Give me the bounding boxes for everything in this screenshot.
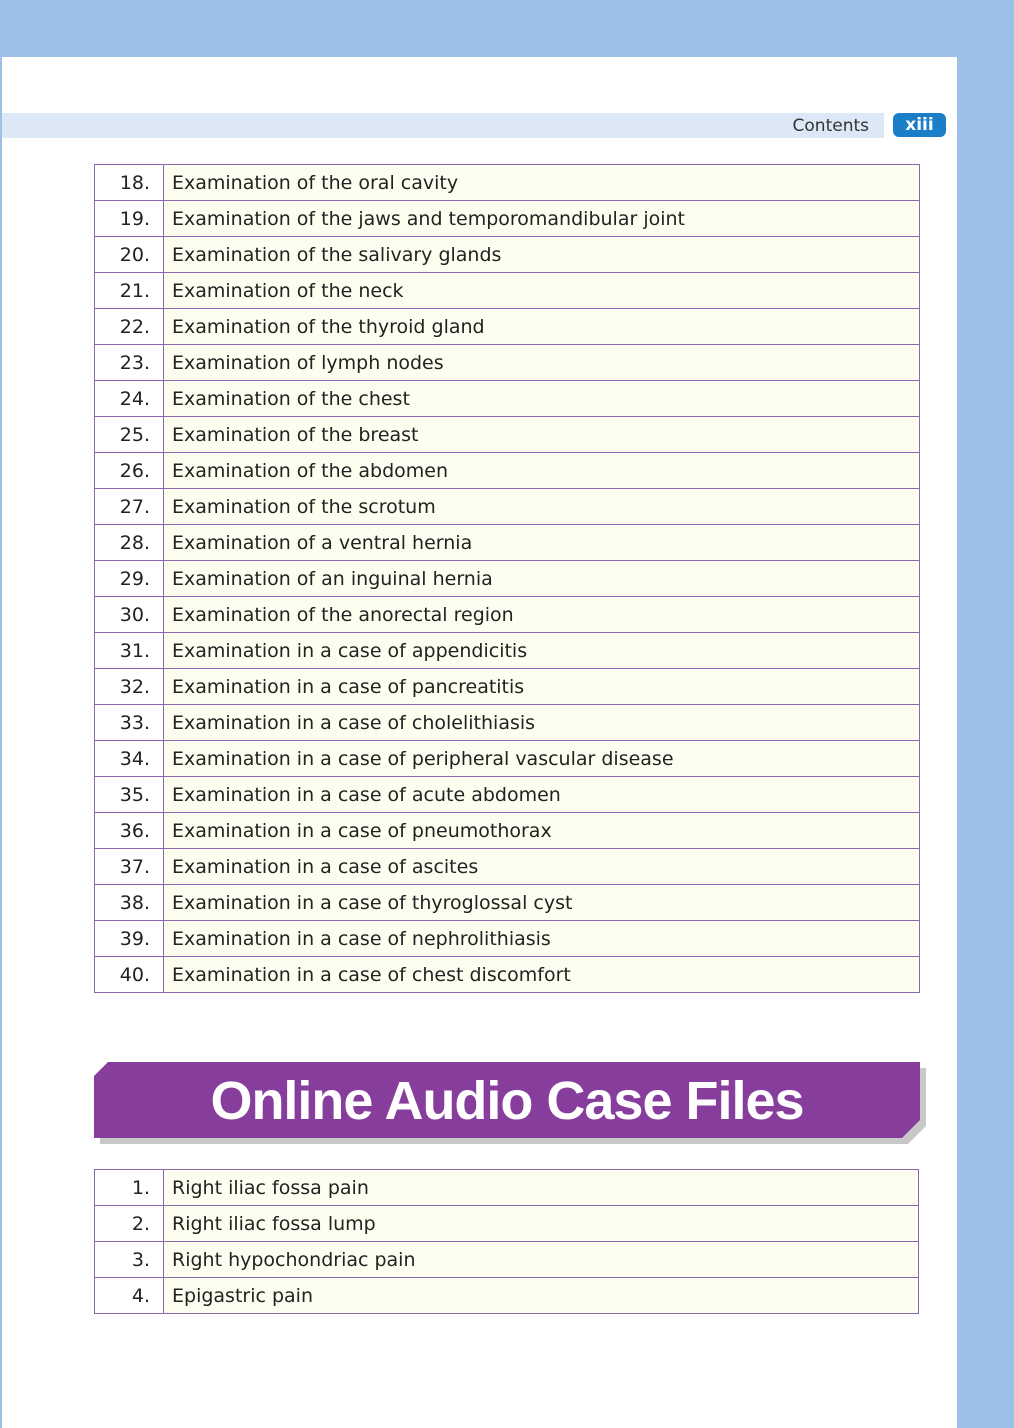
- chapter-row[interactable]: [95, 921, 920, 957]
- entry-title[interactable]: Examination in a case of pancreatitis: [164, 669, 920, 705]
- entry-number: 24.: [95, 381, 164, 417]
- entry-number: 20.: [95, 237, 164, 273]
- entry-title[interactable]: Examination in a case of pneumothorax: [164, 813, 920, 849]
- entry-number: 38.: [95, 885, 164, 921]
- chapters-table: [94, 164, 920, 993]
- entry-number: 34.: [95, 741, 164, 777]
- entry-number: 4.: [95, 1278, 164, 1314]
- right-frame-band: [957, 0, 1014, 1428]
- audio-files-table: [94, 1169, 919, 1314]
- left-frame-edge: [0, 0, 2, 1428]
- chapter-row[interactable]: [95, 237, 920, 273]
- entry-title[interactable]: Examination of a ventral hernia: [164, 525, 920, 561]
- entry-title[interactable]: Examination in a case of appendicitis: [164, 633, 920, 669]
- chapter-row[interactable]: [95, 201, 920, 237]
- entry-title[interactable]: Examination of the chest: [164, 381, 920, 417]
- entry-number: 35.: [95, 777, 164, 813]
- entry-title[interactable]: Epigastric pain: [164, 1278, 919, 1314]
- entry-number: 26.: [95, 453, 164, 489]
- entry-title[interactable]: Right iliac fossa pain: [164, 1170, 919, 1206]
- chapter-row[interactable]: [95, 489, 920, 525]
- entry-title[interactable]: Examination of the abdomen: [164, 453, 920, 489]
- chapter-row[interactable]: [95, 669, 920, 705]
- entry-number: 1.: [95, 1170, 164, 1206]
- chapter-row[interactable]: [95, 165, 920, 201]
- chapter-row[interactable]: [95, 741, 920, 777]
- entry-number: 31.: [95, 633, 164, 669]
- entry-title[interactable]: Examination of the breast: [164, 417, 920, 453]
- entry-number: 25.: [95, 417, 164, 453]
- entry-title[interactable]: Right iliac fossa lump: [164, 1206, 919, 1242]
- chapter-row[interactable]: [95, 345, 920, 381]
- chapter-row[interactable]: [95, 453, 920, 489]
- entry-number: 2.: [95, 1206, 164, 1242]
- entry-number: 22.: [95, 309, 164, 345]
- audio-section-banner: [94, 1062, 926, 1146]
- chapter-row[interactable]: [95, 417, 920, 453]
- audio-file-row[interactable]: [95, 1206, 919, 1242]
- running-header-label: Contents: [792, 116, 869, 136]
- entry-title[interactable]: Examination of lymph nodes: [164, 345, 920, 381]
- entry-number: 23.: [95, 345, 164, 381]
- audio-file-row[interactable]: [95, 1242, 919, 1278]
- entry-title[interactable]: Examination in a case of cholelithiasis: [164, 705, 920, 741]
- entry-number: 21.: [95, 273, 164, 309]
- chapter-row[interactable]: [95, 561, 920, 597]
- entry-title[interactable]: Right hypochondriac pain: [164, 1242, 919, 1278]
- entry-title[interactable]: Examination of the thyroid gland: [164, 309, 920, 345]
- entry-number: 32.: [95, 669, 164, 705]
- entry-title[interactable]: Examination of the scrotum: [164, 489, 920, 525]
- audio-section-title: Online Audio Case Files: [210, 1071, 804, 1131]
- chapter-row[interactable]: [95, 273, 920, 309]
- entry-number: 28.: [95, 525, 164, 561]
- entry-title[interactable]: Examination of the jaws and temporomandibular joint: [164, 201, 920, 237]
- chapter-row[interactable]: [95, 885, 920, 921]
- chapter-row[interactable]: [95, 813, 920, 849]
- chapter-row[interactable]: [95, 705, 920, 741]
- chapter-row[interactable]: [95, 525, 920, 561]
- top-frame-band: [0, 0, 1014, 57]
- audio-file-row[interactable]: [95, 1170, 919, 1206]
- entry-title[interactable]: Examination in a case of peripheral vascular disease: [164, 741, 920, 777]
- entry-title[interactable]: Examination in a case of chest discomfort: [164, 957, 920, 993]
- entry-number: 33.: [95, 705, 164, 741]
- entry-number: 3.: [95, 1242, 164, 1278]
- entry-number: 37.: [95, 849, 164, 885]
- entry-title[interactable]: Examination of the neck: [164, 273, 920, 309]
- entry-title[interactable]: Examination of the anorectal region: [164, 597, 920, 633]
- entry-title[interactable]: Examination in a case of thyroglossal cyst: [164, 885, 920, 921]
- entry-title[interactable]: Examination in a case of ascites: [164, 849, 920, 885]
- audio-file-row[interactable]: [95, 1278, 919, 1314]
- chapter-row[interactable]: [95, 633, 920, 669]
- page-number-badge: xiii: [893, 113, 946, 137]
- chapter-row[interactable]: [95, 381, 920, 417]
- entry-title[interactable]: Examination of the oral cavity: [164, 165, 920, 201]
- chapter-row[interactable]: [95, 777, 920, 813]
- chapter-row[interactable]: [95, 597, 920, 633]
- entry-title[interactable]: Examination in a case of acute abdomen: [164, 777, 920, 813]
- entry-number: 36.: [95, 813, 164, 849]
- entry-number: 19.: [95, 201, 164, 237]
- entry-number: 29.: [95, 561, 164, 597]
- entry-title[interactable]: Examination in a case of nephrolithiasis: [164, 921, 920, 957]
- chapter-row[interactable]: [95, 309, 920, 345]
- chapter-row[interactable]: [95, 957, 920, 993]
- entry-number: 30.: [95, 597, 164, 633]
- chapter-row[interactable]: [95, 849, 920, 885]
- entry-number: 18.: [95, 165, 164, 201]
- entry-title[interactable]: Examination of the salivary glands: [164, 237, 920, 273]
- entry-title[interactable]: Examination of an inguinal hernia: [164, 561, 920, 597]
- entry-number: 39.: [95, 921, 164, 957]
- entry-number: 40.: [95, 957, 164, 993]
- entry-number: 27.: [95, 489, 164, 525]
